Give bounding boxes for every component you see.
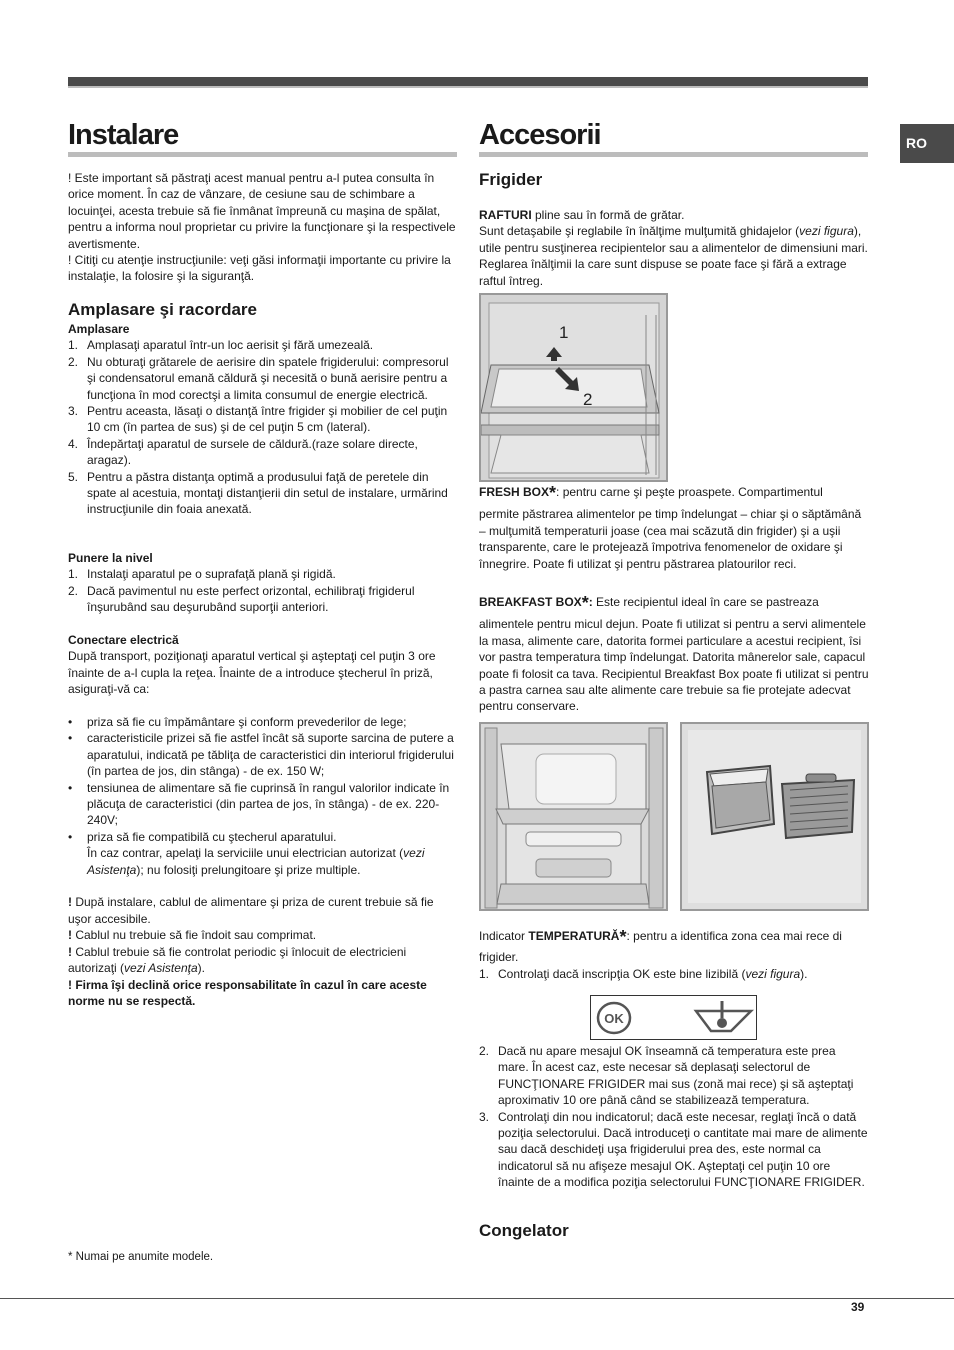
indicator-steps-list	[479, 1043, 869, 1191]
indicator-step-1-list	[479, 966, 869, 982]
step1-text-a: Controlaţi dacă inscripţia OK este bine lizibilă (	[498, 966, 746, 981]
placement-section	[68, 321, 458, 518]
indicator-line-1	[479, 928, 869, 945]
ok-indicator-figure	[590, 995, 757, 1040]
fridge-heading: Frigider	[479, 170, 543, 189]
indicator-pre: Indicator	[479, 929, 529, 943]
bullet-text: tensiunea de alimentare să fie cuprinsă în rangul valorilor indicate în plăcuţa de caracteristici (din partea de jos, în stânga) - de ex. 220-240V;	[87, 780, 450, 828]
electric-subheading: Conectare electrică	[68, 633, 179, 647]
list-text: Instalaţi aparatul pe o suprafaţă plană şi rigidă.	[87, 567, 336, 582]
placement-item	[68, 436, 458, 469]
language-tab: RO	[900, 124, 954, 163]
warning-1: ! După instalare, cablul de alimentare şi priza de curent trebuie să fie uşor accesibile.	[68, 895, 434, 926]
fresh-line-1	[479, 484, 869, 501]
warning-3-link: vezi Asistenţa	[124, 961, 198, 976]
cont-link-assist: vezi Asistenţa	[87, 846, 425, 877]
warning-3-text-b: ).	[197, 961, 205, 976]
list-text: Îndepărtaţi aparatul de sursele de căldură.(raze solare directe, aragaz).	[87, 436, 418, 468]
shelf-illustration	[479, 293, 668, 482]
footnote: * Numai pe anumite modele.	[68, 1251, 214, 1263]
accessories-title: Accesorii	[479, 119, 601, 151]
electric-bullet-item	[68, 714, 458, 730]
indicator-steps-section	[479, 1043, 869, 1191]
fresh-label: FRESH BOX	[479, 485, 550, 499]
page-number: 39	[851, 1300, 865, 1314]
installation-intro	[68, 170, 458, 285]
breakfast-label: BREAKFAST BOX	[479, 595, 582, 609]
list-number: 3.	[68, 404, 79, 419]
top-bar	[68, 77, 868, 88]
intro-paragraph-2: ! Citiţi cu atenţie instrucţiunile: veţi găsi informaţii importante cu privire la instalaţie, la folosire şi la siguranţă.	[68, 253, 451, 284]
indicator-text-rest: frigider.	[479, 950, 519, 965]
list-text: Pentru a păstra distanţa optimă a produsului faţă de peretele din spate al acestuia, montaţi distanţierii din setul de instalare, urmărind instrucţiunile din foaia anexată.	[87, 469, 448, 517]
warning-2: ! Cablul nu trebuie să fie îndoit sau comprimat.	[68, 928, 317, 943]
ok-symbol-text: OK	[604, 1011, 624, 1026]
list-text: Dacă nu apare mesajul OK înseamnă că temperatura este prea mare. În acest caz, este necesar să deplasaţi selectorul de FUNCŢIONARE FRIGIDER mai sus (zonă mai rece) şi să aşteptaţi aproximativ 10 ore până când se stabilizează temperatura.	[498, 1044, 854, 1108]
indicator-step-1: 1. Controlaţi dacă inscripţia OK este bine lizibilă (vezi figura).	[479, 966, 808, 981]
bullet-marker: •	[68, 780, 73, 795]
leveling-item	[68, 583, 458, 616]
bullet-text: priza să fie compatibilă cu ştecherul aparatului.	[87, 829, 337, 844]
placement-heading: Amplasare şi racordare	[68, 300, 257, 319]
shelves-figure-ref: vezi figura	[799, 224, 854, 239]
warning-1-text: După instalare, cablul de alimentare şi priza de curent trebuie să fie uşor accesibile.	[68, 895, 434, 926]
list-text: Dacă pavimentul nu este perfect orizontal, echilibraţi frigiderul înşurubând sau deşurubând suporţii anteriori.	[87, 583, 415, 615]
fresh-text-first: : pentru carne şi peşte proaspete. Compartimentul	[556, 485, 823, 499]
bullet-text: priza să fie cu împământare şi conform prevederilor de lege;	[87, 715, 407, 730]
list-number: 4.	[68, 436, 79, 451]
breakfast-box-illustration	[680, 722, 869, 911]
list-number: 1.	[68, 338, 79, 353]
indicator-text-first: : pentru a identifica zona cea mai rece di	[626, 929, 842, 943]
shelf-label-2: 2	[583, 390, 593, 409]
warning-3: ! Cablul trebuie să fie controlat periodic şi înlocuit de electricieni autorizaţi (vezi Asistenţa).	[68, 944, 407, 976]
cont-text-a: În caz contrar, apelaţi la serviciile unui electrician autorizat (	[87, 846, 404, 861]
intro-paragraph-1: ! Este important să păstraţi acest manual pentru a-l putea consulta în orice moment. În caz de vânzare, de cesiune sau de schimbare a locuinţei, acesta trebuie să fie înmânat împreună cu maşina de spălat, pentru a informa noul proprietar cu privire la funcţionare şi la respectivele avertismente.	[68, 171, 456, 251]
warning-4: ! Firma îşi declină orice responsabilitate în cazul în care aceste norme nu se respectă.	[68, 977, 427, 1008]
electric-section	[68, 632, 458, 1009]
breakfast-text-first: Este recipientul ideal în care se pastreaza	[592, 595, 819, 609]
electric-bullet-item	[68, 730, 458, 779]
bullet-text: caracteristicile prizei să fie astfel încât să suporte sarcina de putere a aparatului, indicată pe tăbliţa de caracteristici din interiorul frigiderului (în partea de jos, din stânga) - de ex. 150 W;	[87, 731, 454, 779]
breakfast-text-rest: alimentele pentru micul dejun. Poate fi utilizat si pentru a servi alimentele la masa, alimente care, datorita formei particulare a acestui recipient, îsi vor pastra temperatura timp îndelungat. Datorita mânerelor sale, capacul poate fi folosit ca tava. Recipientul Breakfast Box poate fi utilizat si pentru a pastra carnea sau alte alimente care trebuie sa fie protejate adecvat pentru conservare.	[479, 617, 869, 714]
list-text: Nu obturaţi grătarele de aerisire din spatele frigiderului: compresorul şi condensatorul emană căldură şi necesită o bună aerisire pentru a funcţiona în mod corectşi a limita consumul de energie electrică.	[87, 354, 449, 402]
list-number: 3.	[479, 1109, 490, 1124]
placement-subheading: Amplasare	[68, 322, 130, 336]
step1-figure-ref: vezi figura	[745, 966, 801, 981]
placement-item	[68, 354, 458, 403]
shelves-line-1	[479, 207, 869, 223]
list-number: 2.	[68, 354, 79, 369]
accessories-title-rule	[479, 152, 868, 157]
freezer-heading: Congelator	[479, 1221, 569, 1240]
warning-3-text-a: Cablul trebuie să fie controlat periodic şi înlocuit de electricieni autorizaţi (	[68, 944, 407, 976]
spacer	[68, 878, 458, 894]
fresh-box-section	[479, 484, 869, 572]
placement-item	[68, 469, 458, 518]
installation-title-rule	[68, 152, 457, 157]
leveling-list	[68, 566, 458, 615]
warning-2-text: Cablul nu trebuie să fie îndoit sau comprimat.	[75, 928, 317, 943]
electric-bullet-item	[68, 780, 458, 829]
placement-list	[68, 337, 458, 517]
shelves-section	[479, 207, 869, 289]
footer-rule	[0, 1298, 954, 1299]
shelf-label-1: 1	[559, 323, 569, 342]
indicator-section	[479, 928, 869, 982]
breakfast-box-section	[479, 594, 869, 715]
electric-bullet4-continuation	[68, 845, 458, 878]
fresh-box-illustration	[479, 722, 668, 911]
electric-intro: După transport, poziţionaţi aparatul vertical şi aşteptaţi cel puţin 3 ore înainte de a-l cupla la reţea. Înainte de a introduce ştecherul în priză, asiguraţi-vă ca:	[68, 649, 436, 697]
placement-item	[68, 337, 458, 353]
bullet-marker: •	[68, 715, 73, 730]
spacer	[68, 698, 458, 714]
shelves-text-2b: ), utile pentru susţinerea recipientelor sau a alimentelor de dimensiuni mari. Reglarea înălţimii la care sunt dispuse se poate face şi fără a extrage raftul întreg.	[479, 224, 868, 288]
fresh-text-rest: permite păstrarea alimentelor pe timp îndelungat – chiar şi o săptămână – mulţumită temperaturii joase (cea mai scăzută din frigider) şi a uşii transparente, care le protejează împotriva fenomenelor de oxidare şi înnegrire. Poate fi utilizat şi pentru păstrarea platourilor reci.	[479, 507, 862, 571]
asterisk: *	[619, 927, 627, 947]
list-text: Controlaţi din nou indicatorul; dacă este necesar, reglaţi încă o dată poziţia selectorului. Dacă introduceţi o cantitate mai mare de alimente sau dacă deschideţi uşa frigiderului prea des, este normal ca indicatorul să nu afişeze mesajul OK. Aşteptaţi cel puţin 10 ore înainte de a modifica poziţia selectorului FUNCŢIONARE FRIGIDER.	[498, 1109, 868, 1190]
list-text: Amplasaţi aparatul într-un loc aerisit şi fără umezeală.	[87, 338, 374, 353]
indicator-step-item	[479, 1043, 869, 1109]
bullet-marker: •	[68, 829, 73, 844]
placement-item	[68, 403, 458, 436]
shelves-text-1: pline sau în formă de grătar.	[531, 208, 685, 222]
bullet-marker: •	[68, 731, 73, 746]
list-number: 2.	[68, 583, 79, 598]
electric-bullet-item	[68, 829, 458, 845]
shelves-text-2a: Sunt detaşabile şi reglabile în înălţime mulţumită ghidajelor (	[479, 224, 800, 239]
cont-text-b: ); nu folosiţi prelungitoare şi prize multiple.	[136, 862, 361, 877]
asterisk: *	[549, 483, 557, 503]
step1-text-b: ).	[800, 966, 808, 981]
list-number: 2.	[479, 1044, 490, 1058]
shelves-label: RAFTURI	[479, 208, 532, 222]
shelves-line-2	[479, 223, 869, 289]
leveling-subheading: Punere la nivel	[68, 551, 153, 565]
asterisk: *	[581, 593, 589, 613]
leveling-section	[68, 550, 458, 616]
indicator-label: TEMPERATURĂ	[528, 929, 620, 943]
leveling-item	[68, 566, 458, 582]
list-number: 1.	[68, 567, 79, 582]
electric-bullet-list	[68, 714, 458, 845]
list-text: Pentru aceasta, lăsaţi o distanţă între frigider şi mobilier de cel puţin 10 cm (în partea de sus) şi de cel puţin 5 cm (lateral).	[87, 404, 448, 435]
installation-title: Instalare	[68, 119, 179, 151]
breakfast-line-1: BREAKFAST BOX*: Este recipientul ideal în care se pastreaza	[479, 593, 819, 613]
indicator-step-item	[479, 1109, 869, 1191]
list-number: 5.	[68, 469, 79, 484]
